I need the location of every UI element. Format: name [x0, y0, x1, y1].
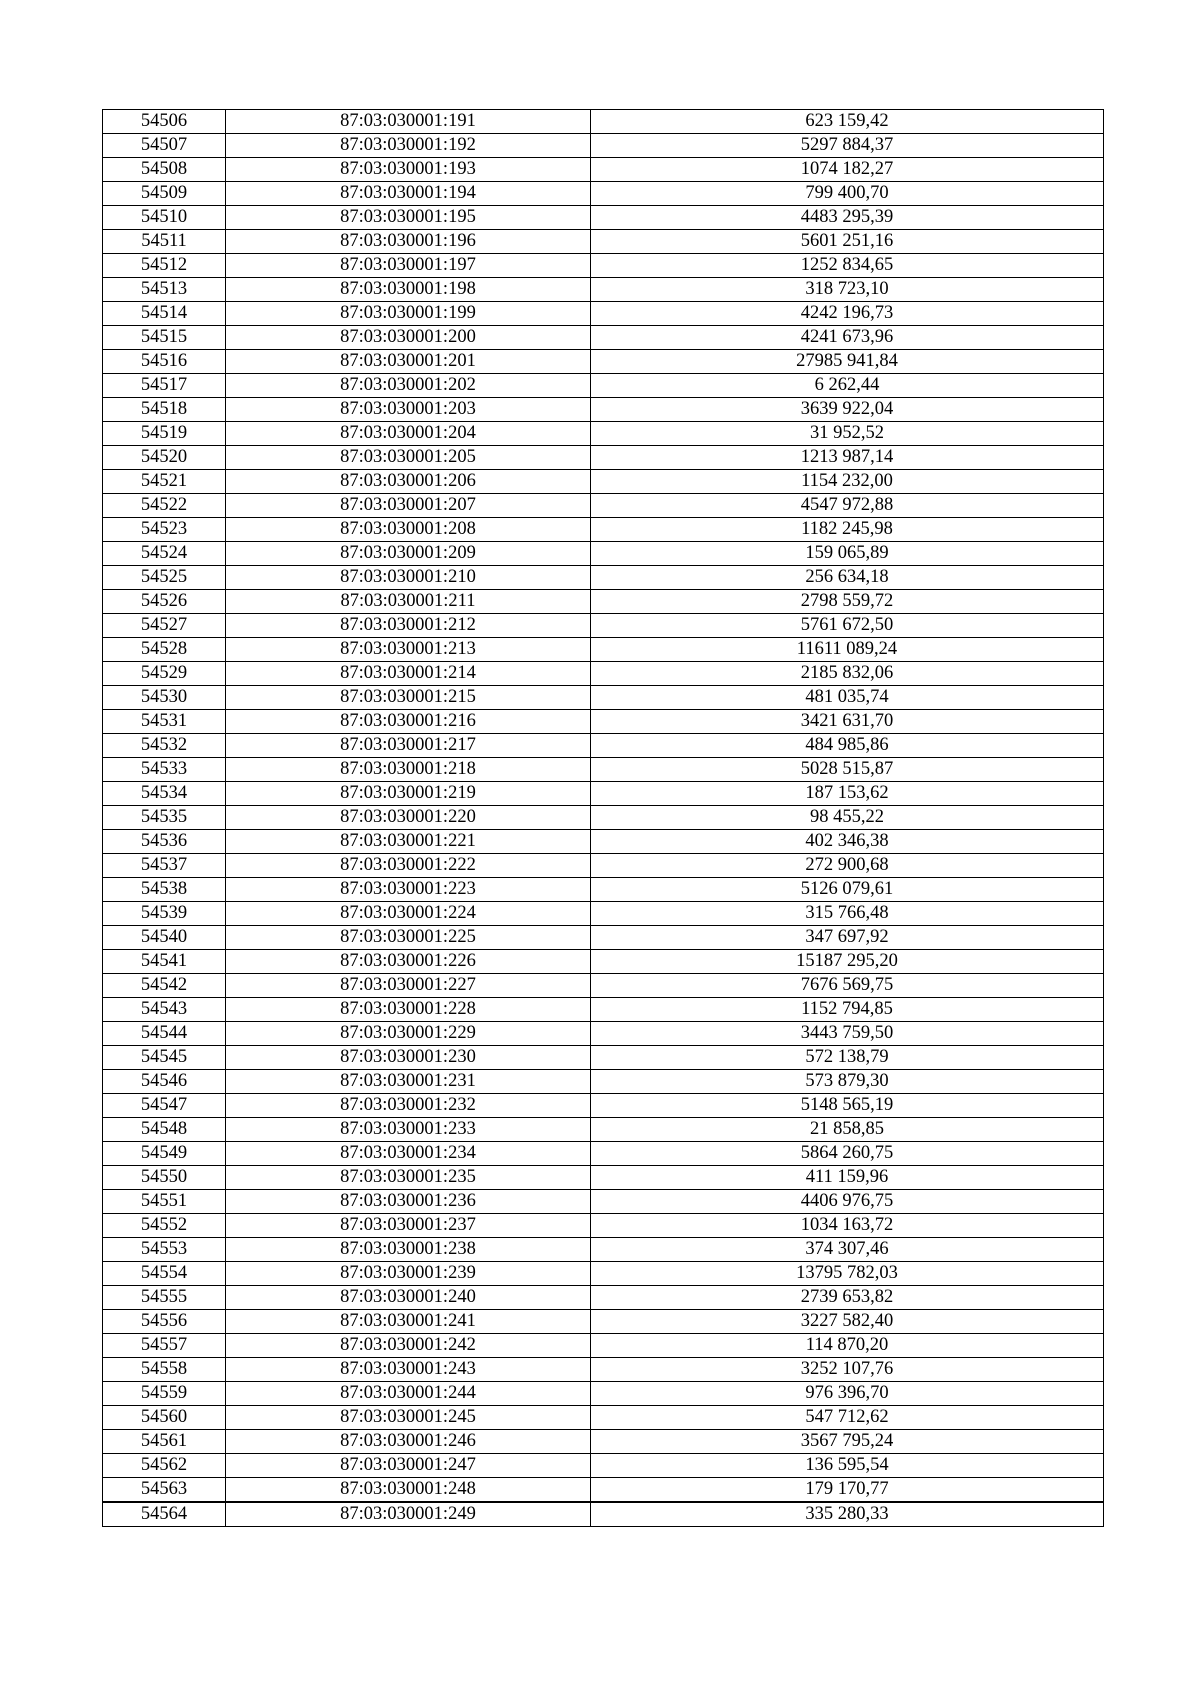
cadastral-number-cell: 87:03:030001:246 [226, 1430, 591, 1454]
cadastral-number-cell: 87:03:030001:199 [226, 302, 591, 326]
record-number-cell: 54549 [103, 1142, 226, 1166]
record-number-cell: 54530 [103, 686, 226, 710]
record-number-cell: 54559 [103, 1382, 226, 1406]
table-row [103, 1454, 1104, 1478]
cadastral-number-cell: 87:03:030001:218 [226, 758, 591, 782]
table-row [103, 1334, 1104, 1358]
table-row [103, 422, 1104, 446]
table-row [103, 1094, 1104, 1118]
cadastral-number-cell: 87:03:030001:231 [226, 1070, 591, 1094]
cadastral-number-cell: 87:03:030001:213 [226, 638, 591, 662]
cadastral-number-cell: 87:03:030001:208 [226, 518, 591, 542]
cadastral-number-cell: 87:03:030001:220 [226, 806, 591, 830]
cadastral-value-cell: 484 985,86 [591, 734, 1104, 758]
cadastral-number-cell: 87:03:030001:212 [226, 614, 591, 638]
cadastral-value-cell: 4547 972,88 [591, 494, 1104, 518]
cadastral-number-cell: 87:03:030001:228 [226, 998, 591, 1022]
cadastral-number-cell: 87:03:030001:239 [226, 1262, 591, 1286]
cadastral-number-cell: 87:03:030001:235 [226, 1166, 591, 1190]
record-number-cell: 54563 [103, 1478, 226, 1503]
cadastral-value-cell: 335 280,33 [591, 1502, 1104, 1527]
record-number-cell: 54512 [103, 254, 226, 278]
table-row [103, 1166, 1104, 1190]
record-number-cell: 54528 [103, 638, 226, 662]
table-row [103, 1070, 1104, 1094]
cadastral-value-cell: 11611 089,24 [591, 638, 1104, 662]
record-number-cell: 54521 [103, 470, 226, 494]
table-row [103, 110, 1104, 134]
record-number-cell: 54551 [103, 1190, 226, 1214]
cadastral-number-cell: 87:03:030001:249 [226, 1502, 591, 1527]
cadastral-value-cell: 1152 794,85 [591, 998, 1104, 1022]
cadastral-number-cell: 87:03:030001:222 [226, 854, 591, 878]
record-number-cell: 54543 [103, 998, 226, 1022]
record-number-cell: 54522 [103, 494, 226, 518]
cadastral-number-cell: 87:03:030001:197 [226, 254, 591, 278]
cadastral-value-cell: 27985 941,84 [591, 350, 1104, 374]
record-number-cell: 54557 [103, 1334, 226, 1358]
table-row [103, 1046, 1104, 1070]
table-row [103, 518, 1104, 542]
record-number-cell: 54558 [103, 1358, 226, 1382]
cadastral-number-cell: 87:03:030001:211 [226, 590, 591, 614]
cadastral-value-cell: 976 396,70 [591, 1382, 1104, 1406]
cadastral-value-cell: 547 712,62 [591, 1406, 1104, 1430]
table-row [103, 950, 1104, 974]
table-row [103, 158, 1104, 182]
record-number-cell: 54517 [103, 374, 226, 398]
cadastral-number-cell: 87:03:030001:238 [226, 1238, 591, 1262]
cadastral-number-cell: 87:03:030001:198 [226, 278, 591, 302]
table-row [103, 710, 1104, 734]
record-number-cell: 54529 [103, 662, 226, 686]
cadastral-number-cell: 87:03:030001:223 [226, 878, 591, 902]
cadastral-value-cell: 13795 782,03 [591, 1262, 1104, 1286]
cadastral-value-cell: 136 595,54 [591, 1454, 1104, 1478]
cadastral-number-cell: 87:03:030001:206 [226, 470, 591, 494]
record-number-cell: 54509 [103, 182, 226, 206]
record-number-cell: 54550 [103, 1166, 226, 1190]
record-number-cell: 54553 [103, 1238, 226, 1262]
cadastral-number-cell: 87:03:030001:191 [226, 110, 591, 134]
table-row [103, 998, 1104, 1022]
table-row [103, 830, 1104, 854]
cadastral-number-cell: 87:03:030001:227 [226, 974, 591, 998]
cadastral-number-cell: 87:03:030001:233 [226, 1118, 591, 1142]
cadastral-value-cell: 31 952,52 [591, 422, 1104, 446]
record-number-cell: 54526 [103, 590, 226, 614]
record-number-cell: 54515 [103, 326, 226, 350]
cadastral-number-cell: 87:03:030001:207 [226, 494, 591, 518]
cadastral-value-cell: 256 634,18 [591, 566, 1104, 590]
table-row [103, 566, 1104, 590]
record-number-cell: 54539 [103, 902, 226, 926]
record-number-cell: 54516 [103, 350, 226, 374]
record-number-cell: 54534 [103, 782, 226, 806]
table-row [103, 686, 1104, 710]
cadastral-value-cell: 5126 079,61 [591, 878, 1104, 902]
table-row [103, 350, 1104, 374]
cadastral-number-cell: 87:03:030001:243 [226, 1358, 591, 1382]
record-number-cell: 54523 [103, 518, 226, 542]
cadastral-value-cell: 572 138,79 [591, 1046, 1104, 1070]
record-number-cell: 54545 [103, 1046, 226, 1070]
record-number-cell: 54554 [103, 1262, 226, 1286]
cadastral-value-cell: 3567 795,24 [591, 1430, 1104, 1454]
cadastral-value-cell: 179 170,77 [591, 1478, 1104, 1503]
cadastral-value-cell: 347 697,92 [591, 926, 1104, 950]
cadastral-number-cell: 87:03:030001:214 [226, 662, 591, 686]
record-number-cell: 54510 [103, 206, 226, 230]
cadastral-number-cell: 87:03:030001:229 [226, 1022, 591, 1046]
table-row [103, 854, 1104, 878]
record-number-cell: 54541 [103, 950, 226, 974]
cadastral-number-cell: 87:03:030001:226 [226, 950, 591, 974]
cadastral-value-cell: 1182 245,98 [591, 518, 1104, 542]
cadastral-number-cell: 87:03:030001:244 [226, 1382, 591, 1406]
record-number-cell: 54508 [103, 158, 226, 182]
table-row [103, 494, 1104, 518]
cadastral-number-cell: 87:03:030001:203 [226, 398, 591, 422]
record-number-cell: 54527 [103, 614, 226, 638]
cadastral-number-cell: 87:03:030001:225 [226, 926, 591, 950]
record-number-cell: 54564 [103, 1502, 226, 1527]
cadastral-value-cell: 5028 515,87 [591, 758, 1104, 782]
record-number-cell: 54544 [103, 1022, 226, 1046]
record-number-cell: 54548 [103, 1118, 226, 1142]
record-number-cell: 54540 [103, 926, 226, 950]
cadastral-number-cell: 87:03:030001:201 [226, 350, 591, 374]
cadastral-value-cell: 5864 260,75 [591, 1142, 1104, 1166]
cadastral-number-cell: 87:03:030001:204 [226, 422, 591, 446]
cadastral-value-cell: 315 766,48 [591, 902, 1104, 926]
record-number-cell: 54506 [103, 110, 226, 134]
cadastral-value-cell: 4242 196,73 [591, 302, 1104, 326]
cadastral-number-cell: 87:03:030001:241 [226, 1310, 591, 1334]
cadastral-number-cell: 87:03:030001:215 [226, 686, 591, 710]
table-row [103, 1238, 1104, 1262]
cadastral-value-cell: 318 723,10 [591, 278, 1104, 302]
cadastral-number-cell: 87:03:030001:240 [226, 1286, 591, 1310]
record-number-cell: 54525 [103, 566, 226, 590]
cadastral-value-cell: 15187 295,20 [591, 950, 1104, 974]
table-row [103, 1262, 1104, 1286]
cadastral-number-cell: 87:03:030001:193 [226, 158, 591, 182]
cadastral-value-cell: 623 159,42 [591, 110, 1104, 134]
cadastral-value-cell: 187 153,62 [591, 782, 1104, 806]
record-number-cell: 54560 [103, 1406, 226, 1430]
record-number-cell: 54520 [103, 446, 226, 470]
cadastral-value-cell: 402 346,38 [591, 830, 1104, 854]
record-number-cell: 54532 [103, 734, 226, 758]
cadastral-number-cell: 87:03:030001:196 [226, 230, 591, 254]
table-row [103, 230, 1104, 254]
table-row [103, 782, 1104, 806]
record-number-cell: 54519 [103, 422, 226, 446]
cadastral-value-cell: 2798 559,72 [591, 590, 1104, 614]
table-row [103, 134, 1104, 158]
table-row [103, 470, 1104, 494]
cadastral-number-cell: 87:03:030001:192 [226, 134, 591, 158]
cadastral-value-cell: 5601 251,16 [591, 230, 1104, 254]
table-row [103, 278, 1104, 302]
cadastral-value-cell: 1034 163,72 [591, 1214, 1104, 1238]
cadastral-value-cell: 1213 987,14 [591, 446, 1104, 470]
cadastral-number-cell: 87:03:030001:221 [226, 830, 591, 854]
record-number-cell: 54513 [103, 278, 226, 302]
table-row [103, 758, 1104, 782]
registry-table-body [103, 110, 1104, 1527]
record-number-cell: 54546 [103, 1070, 226, 1094]
cadastral-value-cell: 114 870,20 [591, 1334, 1104, 1358]
table-row [103, 878, 1104, 902]
table-row [103, 1478, 1104, 1503]
cadastral-value-cell: 21 858,85 [591, 1118, 1104, 1142]
cadastral-value-cell: 3421 631,70 [591, 710, 1104, 734]
cadastral-value-cell: 3252 107,76 [591, 1358, 1104, 1382]
cadastral-value-cell: 799 400,70 [591, 182, 1104, 206]
table-row [103, 902, 1104, 926]
table-row [103, 638, 1104, 662]
cadastral-number-cell: 87:03:030001:237 [226, 1214, 591, 1238]
cadastral-value-cell: 5297 884,37 [591, 134, 1104, 158]
cadastral-value-cell: 3227 582,40 [591, 1310, 1104, 1334]
table-row [103, 662, 1104, 686]
cadastral-number-cell: 87:03:030001:195 [226, 206, 591, 230]
cadastral-number-cell: 87:03:030001:216 [226, 710, 591, 734]
table-row [103, 1286, 1104, 1310]
registry-table [102, 109, 1104, 1527]
cadastral-value-cell: 7676 569,75 [591, 974, 1104, 998]
record-number-cell: 54524 [103, 542, 226, 566]
cadastral-value-cell: 481 035,74 [591, 686, 1104, 710]
cadastral-value-cell: 1252 834,65 [591, 254, 1104, 278]
table-row [103, 1406, 1104, 1430]
record-number-cell: 54535 [103, 806, 226, 830]
record-number-cell: 54531 [103, 710, 226, 734]
cadastral-value-cell: 4241 673,96 [591, 326, 1104, 350]
table-row [103, 206, 1104, 230]
record-number-cell: 54555 [103, 1286, 226, 1310]
record-number-cell: 54536 [103, 830, 226, 854]
table-row [103, 1358, 1104, 1382]
record-number-cell: 54556 [103, 1310, 226, 1334]
table-row [103, 1190, 1104, 1214]
cadastral-value-cell: 1074 182,27 [591, 158, 1104, 182]
table-row [103, 374, 1104, 398]
table-row [103, 1502, 1104, 1527]
cadastral-value-cell: 3639 922,04 [591, 398, 1104, 422]
table-row [103, 398, 1104, 422]
cadastral-value-cell: 4483 295,39 [591, 206, 1104, 230]
table-row [103, 590, 1104, 614]
record-number-cell: 54562 [103, 1454, 226, 1478]
cadastral-number-cell: 87:03:030001:232 [226, 1094, 591, 1118]
cadastral-value-cell: 159 065,89 [591, 542, 1104, 566]
table-row [103, 1118, 1104, 1142]
record-number-cell: 54511 [103, 230, 226, 254]
table-row [103, 734, 1104, 758]
cadastral-number-cell: 87:03:030001:209 [226, 542, 591, 566]
cadastral-number-cell: 87:03:030001:205 [226, 446, 591, 470]
cadastral-number-cell: 87:03:030001:234 [226, 1142, 591, 1166]
cadastral-number-cell: 87:03:030001:194 [226, 182, 591, 206]
cadastral-value-cell: 2739 653,82 [591, 1286, 1104, 1310]
cadastral-value-cell: 2185 832,06 [591, 662, 1104, 686]
table-row [103, 974, 1104, 998]
cadastral-value-cell: 6 262,44 [591, 374, 1104, 398]
cadastral-value-cell: 98 455,22 [591, 806, 1104, 830]
cadastral-value-cell: 272 900,68 [591, 854, 1104, 878]
table-row [103, 182, 1104, 206]
cadastral-value-cell: 5761 672,50 [591, 614, 1104, 638]
table-row [103, 806, 1104, 830]
cadastral-value-cell: 573 879,30 [591, 1070, 1104, 1094]
record-number-cell: 54552 [103, 1214, 226, 1238]
cadastral-number-cell: 87:03:030001:217 [226, 734, 591, 758]
table-row [103, 302, 1104, 326]
table-row [103, 446, 1104, 470]
table-row [103, 542, 1104, 566]
record-number-cell: 54518 [103, 398, 226, 422]
table-row [103, 1022, 1104, 1046]
table-row [103, 1214, 1104, 1238]
cadastral-number-cell: 87:03:030001:219 [226, 782, 591, 806]
table-row [103, 1430, 1104, 1454]
record-number-cell: 54533 [103, 758, 226, 782]
cadastral-value-cell: 1154 232,00 [591, 470, 1104, 494]
table-row [103, 926, 1104, 950]
table-row [103, 1382, 1104, 1406]
cadastral-value-cell: 374 307,46 [591, 1238, 1104, 1262]
cadastral-number-cell: 87:03:030001:242 [226, 1334, 591, 1358]
cadastral-number-cell: 87:03:030001:236 [226, 1190, 591, 1214]
record-number-cell: 54538 [103, 878, 226, 902]
table-row [103, 254, 1104, 278]
cadastral-number-cell: 87:03:030001:224 [226, 902, 591, 926]
cadastral-number-cell: 87:03:030001:245 [226, 1406, 591, 1430]
cadastral-value-cell: 3443 759,50 [591, 1022, 1104, 1046]
cadastral-number-cell: 87:03:030001:210 [226, 566, 591, 590]
cadastral-number-cell: 87:03:030001:202 [226, 374, 591, 398]
record-number-cell: 54507 [103, 134, 226, 158]
cadastral-number-cell: 87:03:030001:230 [226, 1046, 591, 1070]
cadastral-number-cell: 87:03:030001:200 [226, 326, 591, 350]
record-number-cell: 54537 [103, 854, 226, 878]
record-number-cell: 54547 [103, 1094, 226, 1118]
cadastral-value-cell: 5148 565,19 [591, 1094, 1104, 1118]
table-row [103, 326, 1104, 350]
record-number-cell: 54561 [103, 1430, 226, 1454]
cadastral-number-cell: 87:03:030001:247 [226, 1454, 591, 1478]
record-number-cell: 54542 [103, 974, 226, 998]
table-row [103, 614, 1104, 638]
table-row [103, 1142, 1104, 1166]
record-number-cell: 54514 [103, 302, 226, 326]
cadastral-value-cell: 411 159,96 [591, 1166, 1104, 1190]
table-row [103, 1310, 1104, 1334]
cadastral-value-cell: 4406 976,75 [591, 1190, 1104, 1214]
cadastral-number-cell: 87:03:030001:248 [226, 1478, 591, 1503]
